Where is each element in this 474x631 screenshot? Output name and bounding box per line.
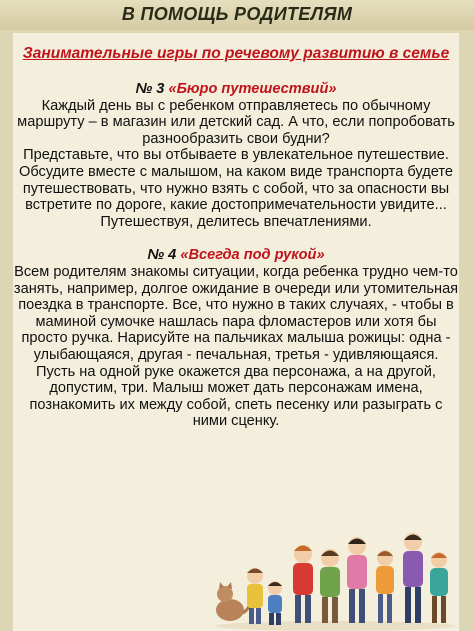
cat-figure bbox=[216, 582, 250, 621]
child-purple bbox=[403, 533, 423, 623]
game-3-heading bbox=[13, 81, 459, 98]
main-title: Занимательные игры по речевому развитию в семье bbox=[22, 45, 450, 62]
game-3-number: № 3 bbox=[135, 81, 165, 97]
game-4-number: № 4 bbox=[147, 247, 177, 264]
game-4-paragraph-1: Всем родителям знакомы ситуации, когда ребенка трудно чем-то занять, например, долгое ожидание в очереди или утомительная поездка в транспорте. Все, что нужно в таких случаях, - чтобы в маминой сумочке нашлась пара фломастеров или хотя бы просто ручка. Нарисуйте на пальчиках малыша рожицы: одна - улыбающаяся, другая - печальная, третья - удивляющаяся. Пусть на одной руке окажется два персонажа, а на другой, допустим, три. Малыш может дать персонажам имена, познакомить их между собой, спеть песенку или разыграть с ними сценку. bbox=[13, 263, 459, 430]
child-red bbox=[293, 545, 313, 623]
child-pink bbox=[347, 537, 367, 623]
child-orange bbox=[376, 550, 394, 623]
child-yellow bbox=[247, 568, 263, 624]
header-title: В ПОМОЩЬ РОДИТЕЛЯМ bbox=[121, 4, 353, 24]
game-4-heading bbox=[13, 247, 459, 264]
header-bar bbox=[0, 0, 474, 30]
game-3-paragraph-2: Представьте, что вы отбываете в увлекательное путешествие. Обсудите вместе с малышом, на каком виде транспорта будете путешествовать, что нужно взять с собой, что за опасности вы встретите по дороге, какие достопримечательности увидите... Путешествуя, делитесь впечатлениями. bbox=[18, 147, 454, 230]
game-4-name: «Всегда под рукой» bbox=[180, 247, 325, 264]
child-green bbox=[320, 549, 340, 623]
children-and-cat-illustration bbox=[205, 498, 460, 631]
article bbox=[13, 44, 459, 430]
child-blue bbox=[268, 581, 282, 625]
game-3-name: «Бюро путешествий» bbox=[168, 81, 337, 97]
child-teal bbox=[430, 552, 448, 623]
game-3-paragraph-1: Каждый день вы с ребенком отправляетесь по обычному маршруту – в магазин или детский сад. А что, если попробовать разнообразить свои будни? bbox=[17, 97, 455, 147]
